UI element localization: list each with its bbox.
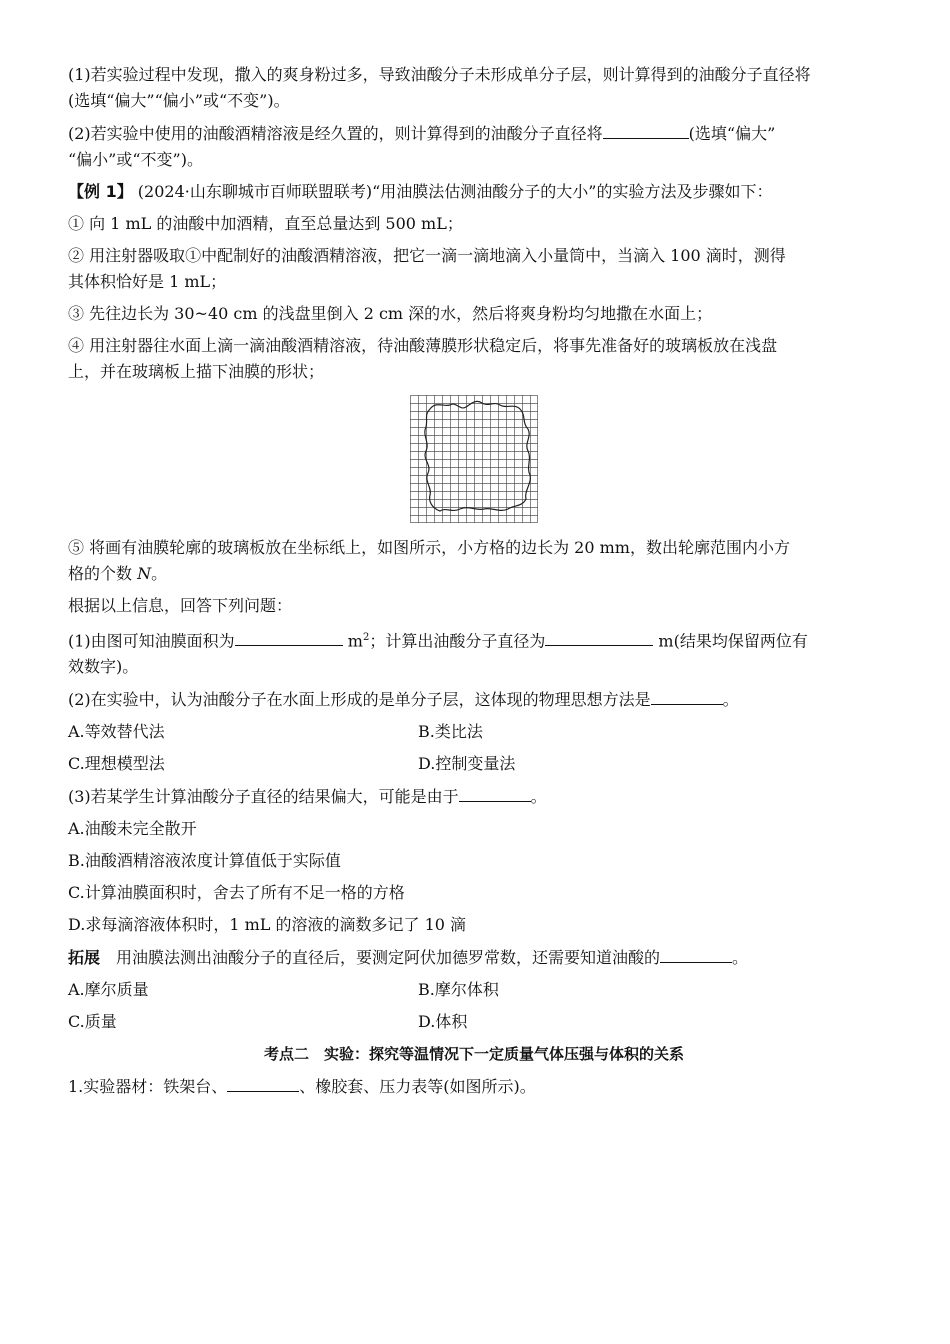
part-2-options-row-1 <box>68 719 880 745</box>
part-2-text: (2)在实验中，认为油酸分子在水面上形成的是单分子层，这体现的物理思想方法是 <box>68 690 651 710</box>
step-5-line-2: 格的个数 <box>68 564 138 583</box>
extension-options-row-1 <box>68 977 880 1003</box>
question-2-text: (2)若实验中使用的油酸酒精溶液是经久置的，则计算得到的油酸分子直径将 <box>68 124 603 143</box>
part-3-end: 。 <box>530 787 547 807</box>
equipment-text-a: 1.实验器材：铁架台、 <box>68 1077 228 1097</box>
equipment-line <box>68 1073 880 1100</box>
part-3 <box>68 783 880 810</box>
question-1-text: (1)若实验过程中发现，撒入的爽身粉过多，导致油酸分子未形成单分子层，则计算得到的油酸分子直径将 <box>68 65 811 84</box>
part-1-text-a: (1)由图可知油膜面积为 <box>68 631 235 651</box>
question-1-options: (选填“偏大”“偏小”或“不变”)。 <box>68 91 290 110</box>
example-label: 【例 1】 <box>68 182 133 201</box>
part-3-option-b[interactable]: B.油酸酒精溶液浓度计算值低于实际值 <box>68 851 341 871</box>
step-1: ① 向 1 mL 的油酸中加酒精，直至总量达到 500 mL； <box>68 214 463 233</box>
extension-text: 用油膜法测出油酸分子的直径后，要测定阿伏加德罗常数，还需要知道油酸的 <box>100 948 661 968</box>
question-2 <box>68 120 880 173</box>
part-1-unit: m <box>342 631 363 651</box>
step-4 <box>68 333 880 385</box>
part-1-text-e: 效数字)。 <box>68 657 139 677</box>
method-answer-blank[interactable] <box>651 686 723 705</box>
extension-end: 。 <box>732 948 749 968</box>
question-2-options-b: “偏小”或“不变”)。 <box>68 150 203 169</box>
part-3-option-d[interactable]: D.求每滴溶液体积时，1 mL 的溶液的滴数多记了 10 滴 <box>68 915 467 935</box>
step-5-line-1: ⑤ 将画有油膜轮廓的玻璃板放在坐标纸上，如图所示，小方格的边长为 20 mm，数出轮廓范围内小方 <box>68 538 790 557</box>
ext-option-a[interactable]: A.摩尔质量 <box>68 980 149 1000</box>
option-b[interactable]: B.类比法 <box>418 722 483 742</box>
part-3-option-c[interactable]: C.计算油膜面积时，舍去了所有不足一格的方格 <box>68 883 405 903</box>
extension-options-row-2 <box>68 1009 880 1035</box>
example-header <box>68 179 880 205</box>
part-1-unit-sup: 2 <box>362 632 370 643</box>
equipment-text-b: 、橡胶套、压力表等(如图所示)。 <box>299 1077 536 1097</box>
grid-lines <box>410 395 538 523</box>
ext-option-b[interactable]: B.摩尔体积 <box>418 980 499 1000</box>
section-title: 考点二 实验：探究等温情况下一定质量气体压强与体积的关系 <box>263 1045 684 1064</box>
option-d[interactable]: D.控制变量法 <box>418 754 516 774</box>
option-a[interactable]: A.等效替代法 <box>68 722 165 742</box>
extension-answer-blank[interactable] <box>660 944 732 963</box>
oil-film-grid-figure <box>68 395 880 523</box>
part-1-text-c: ；计算出油酸分子直径为 <box>369 631 546 651</box>
part-3-option-a[interactable]: A.油酸未完全散开 <box>68 819 197 839</box>
part-3-text: (3)若某学生计算油酸分子直径的结果偏大，可能是由于 <box>68 787 459 807</box>
step-2-line-2: 其体积恰好是 1 mL； <box>68 272 227 291</box>
question-1 <box>68 62 880 114</box>
step-2 <box>68 243 880 295</box>
step-5 <box>68 535 880 587</box>
step-4-line-1: ④ 用注射器往水面上滴一滴油酸酒精溶液，待油酸薄膜形状稳定后，将事先准备好的玻璃板放在浅盘 <box>68 336 778 355</box>
extension-label: 拓展 <box>68 948 101 968</box>
document-page <box>68 62 880 1106</box>
step-2-line-1: ② 用注射器吸取①中配制好的油酸酒精溶液，把它一滴一滴地滴入小量筒中，当滴入 100 滴时，测得 <box>68 246 786 265</box>
part-2-end: 。 <box>722 690 739 710</box>
part-1-text-d: m(结果均保留两位有 <box>653 631 808 651</box>
part-2-options-row-2 <box>68 751 880 777</box>
step-5-end: 。 <box>151 564 168 583</box>
ext-option-d[interactable]: D.体积 <box>418 1012 468 1032</box>
equipment-answer-blank[interactable] <box>227 1073 299 1092</box>
example-intro: (2024·山东聊城市百师联盟联考)“用油膜法估测油酸分子的大小”的实验方法及步骤如下： <box>132 182 773 201</box>
step-4-line-2: 上，并在玻璃板上描下油膜的形状； <box>68 362 325 381</box>
part-2 <box>68 686 880 713</box>
option-c[interactable]: C.理想模型法 <box>68 754 165 774</box>
ask-line: 根据以上信息，回答下列问题： <box>68 596 293 615</box>
step-3: ③ 先往边长为 30~40 cm 的浅盘里倒入 2 cm 深的水，然后将爽身粉均匀地撒在水面上； <box>68 304 713 323</box>
part-1 <box>68 625 880 680</box>
grid-figure-svg <box>410 395 538 523</box>
extension <box>68 944 880 971</box>
question-2-options-a: (选填“偏大” <box>688 124 776 143</box>
ext-option-c[interactable]: C.质量 <box>68 1012 117 1032</box>
variable-n: N <box>137 564 152 583</box>
reason-answer-blank[interactable] <box>459 783 531 802</box>
area-answer-blank[interactable] <box>235 627 343 646</box>
answer-blank[interactable] <box>603 120 689 139</box>
diameter-answer-blank[interactable] <box>545 627 653 646</box>
